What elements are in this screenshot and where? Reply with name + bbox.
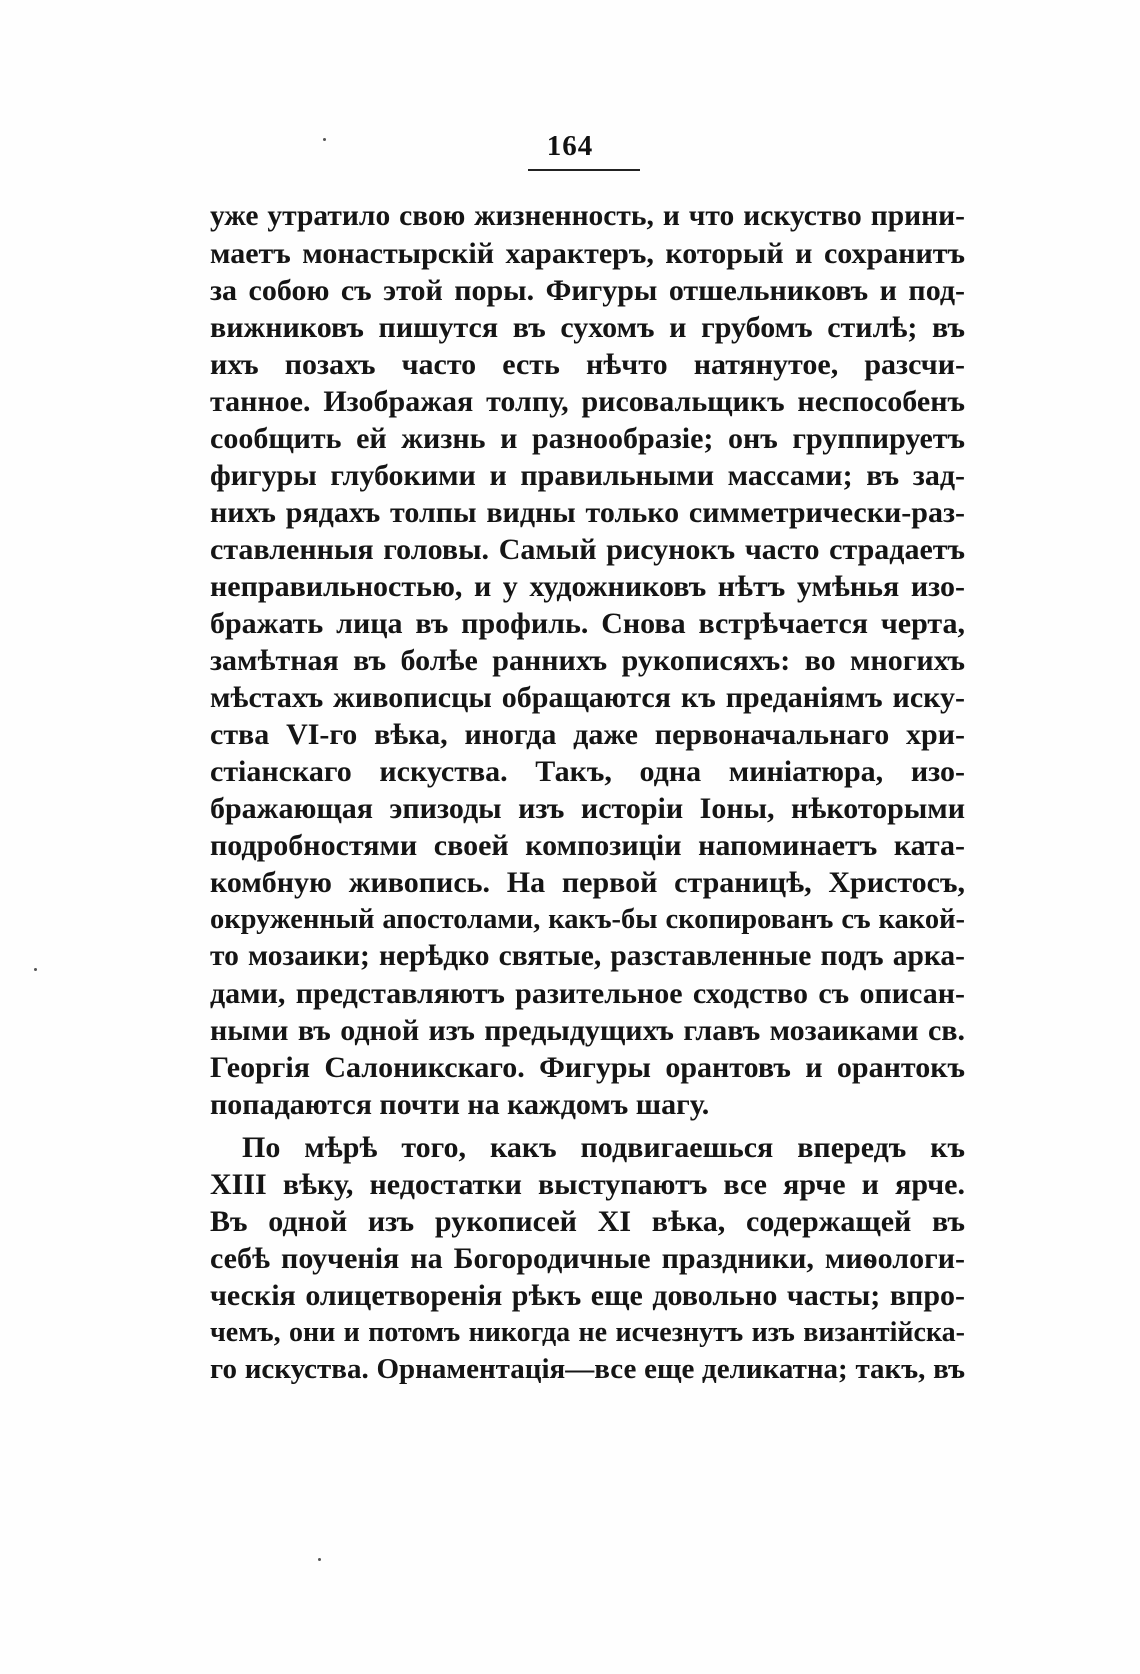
text-line: XIII вѣку, недостатки выступаютъ все ярче и ярче. — [210, 1168, 965, 1201]
text-line: чемъ, они и потомъ никогда не исчезнутъ изъ византійска- — [210, 1317, 965, 1348]
text-line: неправильностью, и у художниковъ нѣтъ умѣнья изо- — [210, 570, 965, 603]
text-line: фигуры глубокими и правильными массами; въ зад- — [210, 459, 965, 492]
text-line: ихъ позахъ часто есть нѣчто натянутое, разсчи- — [210, 348, 965, 381]
text-line: окруженный апостолами, какъ-бы скопированъ съ какой- — [210, 904, 965, 935]
text-line: мѣстахъ живописцы обращаются къ преданіямъ иску- — [210, 681, 965, 714]
paper-speck — [318, 1558, 321, 1561]
text-line: уже утратило свою жизненность, и что искуство прини- — [210, 200, 965, 232]
text-line: нихъ рядахъ толпы видны только симметрически-раз- — [210, 496, 965, 529]
text-line: бражающая эпизоды изъ исторіи Іоны, нѣкоторыми — [210, 792, 965, 825]
text-line: комбную живопись. На первой страницѣ, Христосъ, — [210, 866, 965, 899]
page-number: 164 — [546, 130, 594, 162]
text-line: дами, представляютъ разительное сходство съ описан- — [210, 977, 965, 1010]
paragraph-2 — [210, 1129, 965, 1388]
text-line: бражать лица въ профиль. Снова встрѣчается черта, — [210, 607, 965, 640]
text-line: танное. Изображая толпу, рисовальщикъ неспособенъ — [210, 385, 965, 418]
paper-speck — [34, 968, 37, 971]
text-line: ставленныя головы. Самый рисунокъ часто страдаетъ — [210, 533, 965, 566]
text-line: сообщить ей жизнь и разнообразіе; онъ группируетъ — [210, 422, 965, 455]
text-line: го искуства. Орнаментація—все еще деликатна; такъ, въ — [210, 1353, 965, 1385]
text-line: ческія олицетворенія рѣкъ еще довольно часты; впро- — [210, 1279, 965, 1312]
text-line: Георгія Салоникскаго. Фигуры орантовъ и орантокъ — [210, 1051, 965, 1084]
page-number-rule — [528, 169, 640, 171]
text-line: По мѣрѣ того, какъ подвигаешься впередъ къ — [242, 1131, 965, 1164]
text-line: Въ одной изъ рукописей XI вѣка, содержащей въ — [210, 1205, 965, 1238]
text-line: ными въ одной изъ предыдущихъ главъ мозаиками св. — [210, 1014, 965, 1047]
text-line: то мозаики; нерѣдко святые, разставленные подъ арка- — [210, 940, 965, 972]
text-line: попадаются почти на каждомъ шагу. — [210, 1088, 710, 1121]
text-line: ства VI-го вѣка, иногда даже первоначальнаго хри- — [210, 718, 965, 751]
text-line: замѣтная въ болѣе раннихъ рукописяхъ: во многихъ — [210, 644, 965, 677]
text-line: маетъ монастырскій характеръ, который и сохранитъ — [210, 237, 965, 270]
text-line: себѣ поученія на Богородичные праздники, миѳологи- — [210, 1242, 965, 1275]
body-text — [210, 198, 965, 1388]
text-line: вижниковъ пишутся въ сухомъ и грубомъ стилѣ; въ — [210, 311, 965, 344]
text-line: стіанскаго искуства. Такъ, одна миніатюра, изо- — [210, 755, 965, 788]
text-line: за собою съ этой поры. Фигуры отшельниковъ и под- — [210, 274, 965, 307]
paper-speck — [323, 138, 326, 141]
paragraph-1 — [210, 198, 965, 1123]
text-line: подробностями своей композиціи напоминаетъ ката- — [210, 829, 965, 862]
